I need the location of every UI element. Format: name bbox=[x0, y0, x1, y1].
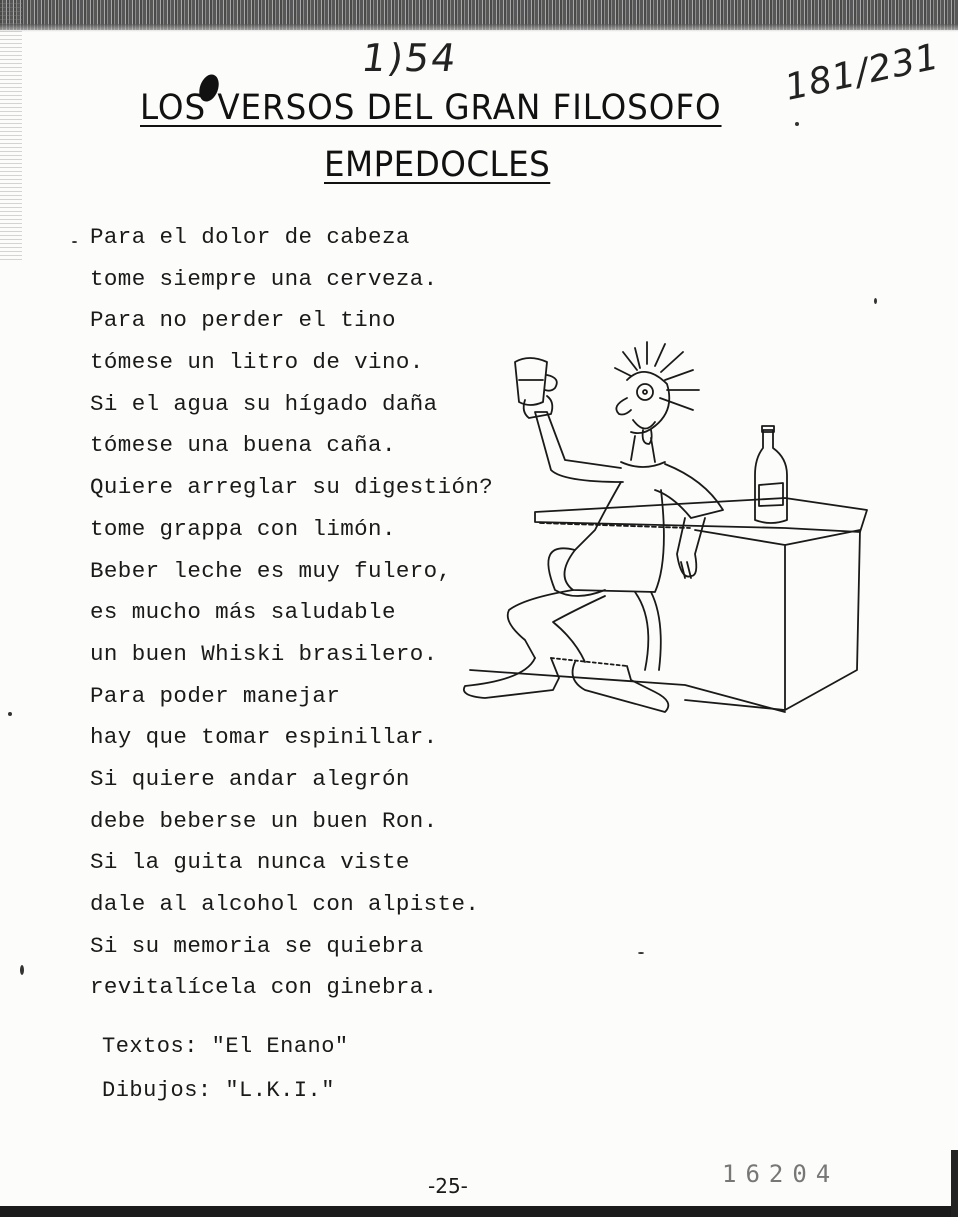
verse-line: Si su memoria se quiebra bbox=[90, 932, 424, 959]
verse-line: tome grappa con limón. bbox=[90, 515, 396, 542]
scan-edge-right bbox=[951, 1150, 958, 1217]
drunk-man-at-bar-illustration bbox=[455, 340, 875, 730]
scan-shadow-top bbox=[0, 24, 958, 32]
verse-line: Quiere arreglar su digestión? bbox=[90, 474, 494, 501]
title-line-2: EMPEDOCLES bbox=[324, 145, 551, 185]
credit-drawings: Dibujos: "L.K.I." bbox=[102, 1078, 335, 1103]
verse-line: revitalícela con ginebra. bbox=[90, 974, 438, 1001]
handwritten-archive-number: 1)54 bbox=[358, 36, 461, 80]
verse-line: Para no perder el tino bbox=[90, 307, 396, 334]
stamped-archive-number: 16204 bbox=[722, 1160, 840, 1188]
verse-line: Para el dolor de cabeza bbox=[90, 224, 410, 250]
verse-line: es mucho más saludable bbox=[90, 599, 396, 626]
scan-speck bbox=[72, 241, 77, 243]
page-number: -25- bbox=[428, 1174, 468, 1198]
credit-texts: Textos: "El Enano" bbox=[102, 1034, 349, 1059]
scan-speck bbox=[874, 298, 877, 304]
verse-line: tome siempre una cerveza. bbox=[90, 265, 438, 292]
wine-glass-drawing bbox=[515, 358, 557, 405]
verse-line: Si quiere andar alegrón bbox=[90, 765, 410, 792]
verse-line: Si la guita nunca viste bbox=[90, 849, 410, 876]
verse-line: debe beberse un buen Ron. bbox=[90, 807, 438, 834]
bar-counter-drawing bbox=[470, 498, 867, 712]
verse-line: tómese una buena caña. bbox=[90, 432, 396, 459]
credits bbox=[102, 1030, 349, 1118]
verse-line: Si el agua su hígado daña bbox=[90, 390, 438, 417]
scan-speck bbox=[20, 965, 24, 975]
verse-line: dale al alcohol con alpiste. bbox=[90, 891, 480, 917]
scan-edge-left bbox=[0, 0, 22, 260]
poem-verses bbox=[90, 220, 493, 1012]
title-line-1: LOS VERSOS DEL GRAN FILOSOFO bbox=[140, 88, 722, 128]
verse-line: Para poder manejar bbox=[90, 682, 341, 709]
scan-speck bbox=[8, 712, 12, 716]
bottle-drawing bbox=[755, 426, 787, 523]
scan-edge-bottom bbox=[0, 1206, 958, 1217]
verse-line: un buen Whiski brasilero. bbox=[90, 640, 438, 667]
verse-line: Beber leche es muy fulero, bbox=[90, 557, 452, 584]
scan-speck bbox=[795, 122, 799, 126]
handwritten-folio-number: 181/231 bbox=[781, 36, 944, 109]
scan-speck bbox=[638, 952, 644, 954]
verse-line: tómese un litro de vino. bbox=[90, 349, 424, 376]
verse-line: hay que tomar espinillar. bbox=[90, 724, 438, 751]
